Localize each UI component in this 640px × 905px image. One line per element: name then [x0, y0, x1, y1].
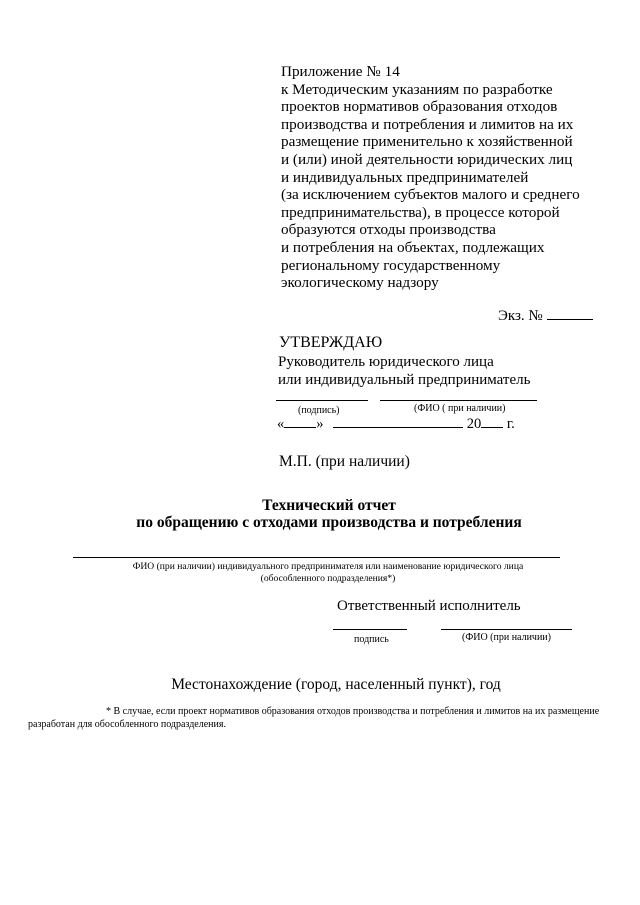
appendix-header [281, 63, 580, 292]
date-year-blank [481, 415, 503, 428]
approval-role-line: или индивидуальный предприниматель [278, 371, 531, 388]
responsible-name-line [441, 629, 572, 630]
approval-heading: УТВЕРЖДАЮ [279, 334, 383, 351]
date-open-quote: « [277, 416, 285, 432]
entity-caption-line: (обособленного подразделения*) [260, 573, 396, 584]
appendix-line: образуются отходы производства [281, 221, 496, 239]
copy-number-blank [547, 306, 593, 320]
appendix-line: и (или) иной деятельности юридических лиц [281, 150, 573, 168]
appendix-line: размещение применительно к хозяйственной [281, 133, 573, 151]
approval-signature-line [276, 400, 368, 401]
approval-date [277, 415, 515, 433]
date-close-quote: » [316, 416, 324, 432]
approval-signature-caption: (подпись) [298, 405, 340, 416]
appendix-line: проектов нормативов образования отходов [281, 98, 558, 116]
date-year-suffix: г. [506, 416, 515, 432]
copy-number [498, 306, 593, 325]
entity-caption [73, 561, 583, 585]
responsible-label: Ответственный исполнитель [337, 598, 521, 614]
appendix-line: предпринимательства), в процессе которой [281, 203, 560, 221]
responsible-signature-line [333, 629, 407, 630]
appendix-line: экологическому надзору [281, 274, 439, 292]
appendix-line: и индивидуальных предпринимателей [281, 168, 529, 186]
appendix-line: к Методическим указаниям по разработке [281, 80, 553, 98]
appendix-line: Приложение № 14 [281, 63, 400, 80]
date-year-prefix: 20 [466, 416, 482, 432]
stamp-placeholder: М.П. (при наличии) [279, 453, 410, 470]
report-subtitle: по обращению с отходами производства и потребления [136, 514, 522, 531]
report-title: Технический отчет [262, 497, 396, 514]
appendix-line: и потребления на объектах, подлежащих [281, 238, 545, 256]
appendix-line: (за исключением субъектов малого и среднего [281, 186, 580, 204]
appendix-line: региональному государственному [281, 256, 501, 274]
entity-line [73, 557, 560, 558]
entity-caption-line: ФИО (при наличии) индивидуального предпринимателя или наименование юридического лица [132, 561, 524, 572]
approval-role-line: Руководитель юридического лица [278, 354, 494, 370]
responsible-name-caption: (ФИО (при наличии) [462, 632, 551, 643]
approval-name-caption: (ФИО ( при наличии) [414, 403, 506, 414]
copy-number-label: Экз. № [498, 308, 543, 324]
responsible-signature-caption: подпись [354, 634, 389, 645]
location-line: Местонахождение (город, населенный пункт), год [171, 676, 501, 693]
date-day-blank [284, 415, 316, 428]
date-month-blank [333, 415, 463, 428]
footnote: * В случае, если проект нормативов образования отходов производства и потребления и лимитов на их размещение разработан для обособленного подразделения. [28, 706, 600, 730]
approval-role [278, 354, 530, 389]
approval-name-line [380, 400, 537, 401]
appendix-line: производства и потребления и лимитов на их [281, 115, 574, 133]
